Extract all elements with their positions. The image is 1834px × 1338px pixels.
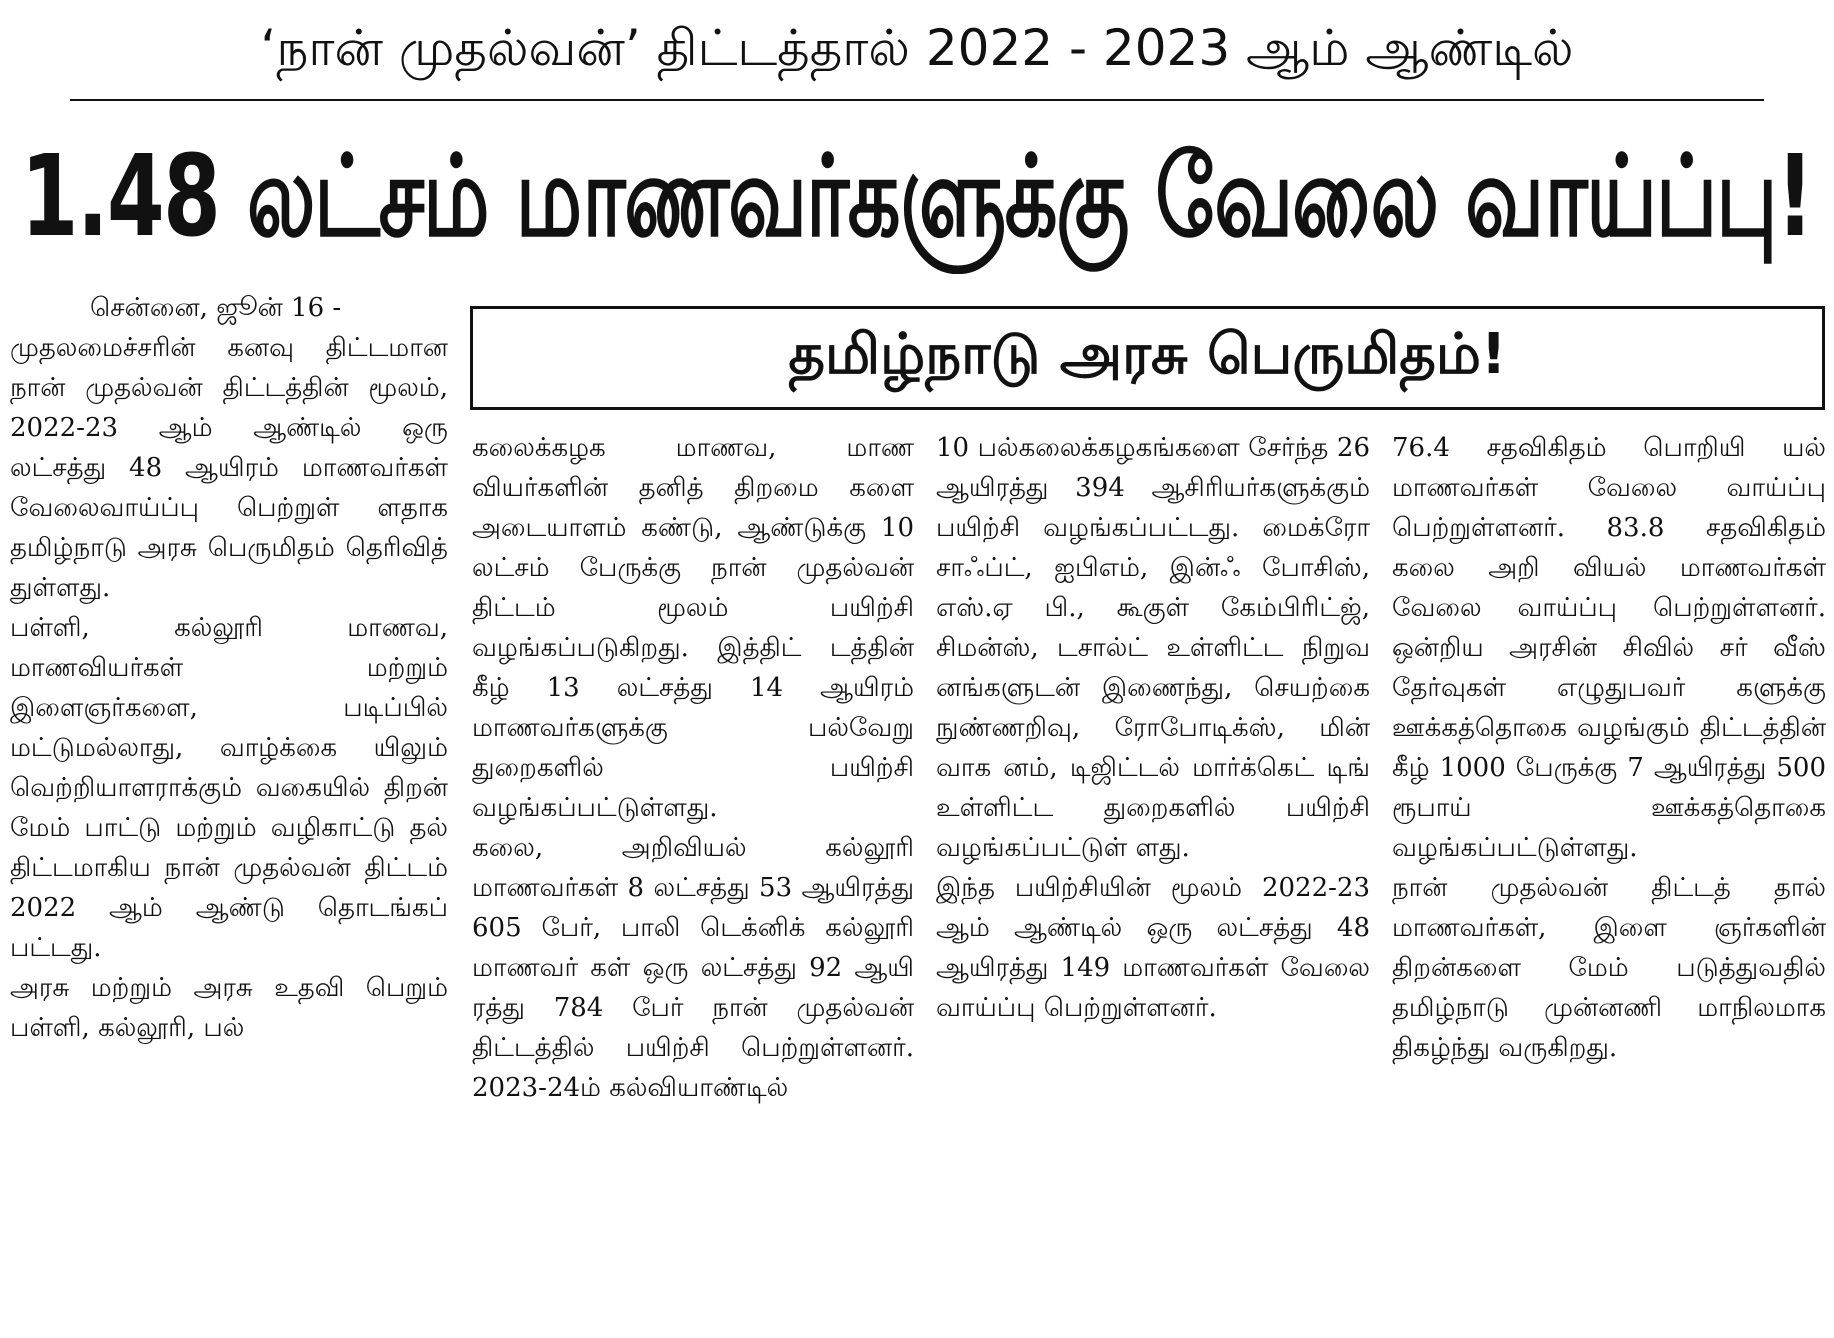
deck-text: தமிழ்நாடு அரசு பெருமிதம்! bbox=[788, 322, 1507, 387]
paragraph: அரசு மற்றும் அரசு உதவி பெறும் பள்ளி, கல்லூரி, பல் bbox=[10, 973, 448, 1043]
paragraph: இந்த பயிற்சியின் மூலம் 2022-23 ஆம் ஆண்டில் ஒரு லட்சத்து 48 ஆயிரத்து 149 மாணவர்கள் வேலை வாய்ப்பு பெற்றுள்ளனர். bbox=[936, 873, 1370, 1023]
kicker-line: ‘நான் முதல்வன்’ திட்டத்தால் 2022 - 2023 ஆம் ஆண்டில் bbox=[260, 19, 1574, 77]
deck-box bbox=[470, 306, 1825, 410]
headline bbox=[0, 112, 1834, 282]
article-column-1 bbox=[10, 288, 448, 1333]
paragraph: பள்ளி, கல்லூரி மாணவ, மாணவியர்கள் மற்றும் இளைஞர்களை, படிப்பில் மட்டுமல்லாது, வாழ்க்கை யிலும் வெற்றியாளராக்கும் வகையில் திறன் மேம் பாட்டு மற்றும் வழிகாட்டு தல் திட்டமாகிய நான் முதல்வன் திட்டம் 2022 ஆம் ஆண்டு தொடங்கப் பட்டது. bbox=[10, 613, 448, 963]
kicker-rule-divider bbox=[70, 99, 1764, 101]
article-column-4 bbox=[1392, 428, 1826, 1333]
headline-text: 1.48 லட்சம் மாணவர்களுக்கு வேலை வாய்ப்பு! bbox=[21, 132, 1813, 262]
paragraph: நான் முதல்வன் திட்டத் தால் மாணவர்கள், இளை ஞர்களின் திறன்களை மேம் படுத்துவதில் தமிழ்நாடு முன்னணி மாநிலமாக திகழ்ந்து வருகிறது. bbox=[1392, 873, 1826, 1063]
paragraph: 10 பல்கலைக்கழகங்களை சேர்ந்த 26 ஆயிரத்து 394 ஆசிரியர்களுக்கும் பயிற்சி வழங்கப்பட்டது. மைக்ரோ சாஃப்ட், ஐபிஎம், இன்ஃ போசிஸ், எஸ்.ஏ பி., கூகுள் கேம்பிரிட்ஜ், சிமன்ஸ், டசால்ட் உள்ளிட்ட நிறுவ னங்களுடன் இணைந்து, செயற்கை நுண்ணறிவு, ரோபோடிக்ஸ், மின் வாக னம், டிஜிட்டல் மார்க்கெட் டிங் உள்ளிட்ட துறைகளில் பயிற்சி வழங்கப்பட்டுள் ளது. bbox=[936, 433, 1370, 863]
paragraph: 76.4 சதவிகிதம் பொறியி யல் மாணவர்கள் வேலை வாய்ப்பு பெற்றுள்ளனர். 83.8 சதவிகிதம் கலை அறி வியல் மாணவர்கள் வேலை வாய்ப்பு பெற்றுள்ளனர். ஒன்றிய அரசின் சிவில் சர் வீஸ் தேர்வுகள் எழுதுபவர் களுக்கு ஊக்கத்தொகை வழங்கும் திட்டத்தின் கீழ் 1000 பேருக்கு 7 ஆயிரத்து 500 ரூபாய் ஊக்கத்தொகை வழங்கப்பட்டுள்ளது. bbox=[1392, 433, 1826, 863]
article-column-3 bbox=[936, 428, 1370, 1333]
article-column-2 bbox=[472, 428, 914, 1333]
dateline: சென்னை, ஜூன் 16 - bbox=[90, 293, 342, 323]
paragraph: கலை, அறிவியல் கல்லூரி மாணவர்கள் 8 லட்சத்து 53 ஆயிரத்து 605 பேர், பாலி டெக்னிக் கல்லூரி மாணவர் கள் ஒரு லட்சத்து 92 ஆயி ரத்து 784 பேர் நான் முதல்வன் திட்டத்தில் பயிற்சி பெற்றுள்ளனர். 2023-24ம் கல்வியாண்டில் bbox=[472, 833, 914, 1103]
paragraph: கலைக்கழக மாணவ, மாண வியர்களின் தனித் திறமை களை அடையாளம் கண்டு, ஆண்டுக்கு 10 லட்சம் பேருக்கு நான் முதல்வன் திட்டம் மூலம் பயிற்சி வழங்கப்படுகிறது. இத்திட் டத்தின் கீழ் 13 லட்சத்து 14 ஆயிரம் மாணவர்களுக்கு பல்வேறு துறைகளில் பயிற்சி வழங்கப்பட்டுள்ளது. bbox=[472, 433, 914, 823]
paragraph: முதலமைச்சரின் கனவு திட்டமான நான் முதல்வன் திட்டத்தின் மூலம், 2022-23 ஆம் ஆண்டில் ஒரு லட்சத்து 48 ஆயிரம் மாணவர்கள் வேலைவாய்ப்பு பெற்றுள் ளதாக தமிழ்நாடு அரசு பெருமிதம் தெரிவித் துள்ளது. bbox=[10, 333, 448, 603]
